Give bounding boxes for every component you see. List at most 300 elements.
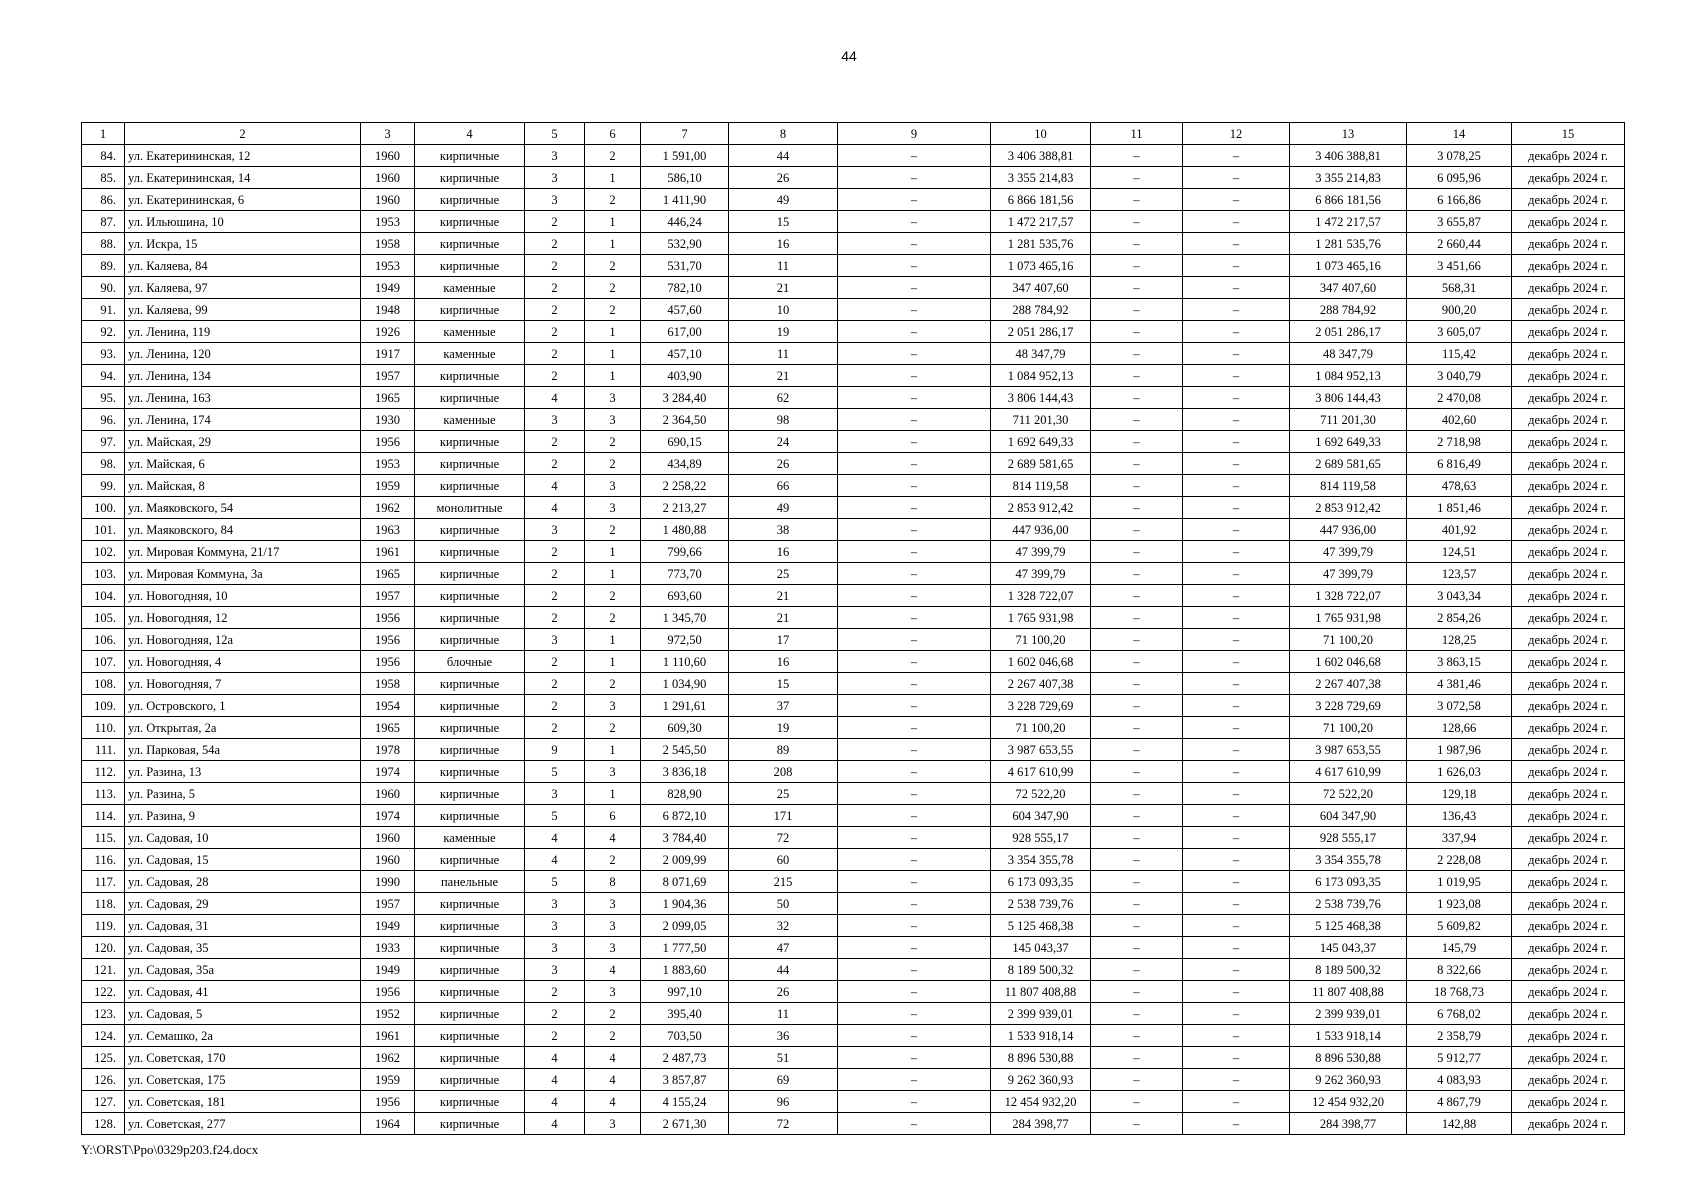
table-cell: 127. [82,1091,125,1113]
table-cell: 88. [82,233,125,255]
table-cell: 4 617 610,99 [991,761,1091,783]
table-cell: 21 [729,585,838,607]
table-cell: 3 228 729,69 [991,695,1091,717]
table-cell: 586,10 [641,167,729,189]
table-cell: кирпичные [415,541,525,563]
table-cell: ул. Садовая, 31 [125,915,361,937]
table-row [82,937,1625,959]
table-cell: – [838,1091,991,1113]
table-cell: 2 358,79 [1407,1025,1512,1047]
table-cell: – [1091,959,1183,981]
table-cell: кирпичные [415,739,525,761]
table-cell: 123,57 [1407,563,1512,585]
table-cell: – [1183,585,1290,607]
table-cell: каменные [415,827,525,849]
table-cell: 900,20 [1407,299,1512,321]
table-cell: 2 [525,343,585,365]
table-cell: – [1091,761,1183,783]
table-cell: 1960 [361,849,415,871]
table-cell: – [1091,739,1183,761]
table-cell: 1956 [361,651,415,673]
table-cell: кирпичные [415,1069,525,1091]
table-cell: – [1183,431,1290,453]
table-cell: – [1183,695,1290,717]
table-cell: 2 [525,607,585,629]
table-cell: – [838,343,991,365]
table-cell: декабрь 2024 г. [1512,585,1625,607]
table-cell: 1974 [361,805,415,827]
table-cell: кирпичные [415,849,525,871]
table-cell: – [1183,959,1290,981]
table-cell: 72 522,20 [991,783,1091,805]
table-cell: 2 051 286,17 [1290,321,1407,343]
table-row [82,585,1625,607]
table-cell: 2 [585,607,641,629]
table-cell: 972,50 [641,629,729,651]
table-cell: 2 [525,299,585,321]
table-cell: 2 660,44 [1407,233,1512,255]
table-cell: 1960 [361,167,415,189]
table-cell: 617,00 [641,321,729,343]
table-cell: – [838,277,991,299]
table-cell: 1 [585,651,641,673]
table-cell: 2 [525,673,585,695]
table-cell: – [1091,937,1183,959]
table-row [82,409,1625,431]
table-cell: – [838,761,991,783]
table-cell: декабрь 2024 г. [1512,475,1625,497]
table-cell: 24 [729,431,838,453]
table-cell: – [1183,211,1290,233]
table-cell: 2 [525,563,585,585]
table-cell: 4 [585,1091,641,1113]
table-cell: – [1091,211,1183,233]
table-cell: 103. [82,563,125,585]
table-cell: декабрь 2024 г. [1512,1113,1625,1135]
table-cell: 568,31 [1407,277,1512,299]
table-cell: – [838,255,991,277]
table-cell: 2 [585,453,641,475]
table-cell: 3 987 653,55 [991,739,1091,761]
table-cell: – [1091,343,1183,365]
table-cell: декабрь 2024 г. [1512,1047,1625,1069]
table-cell: 1959 [361,1069,415,1091]
table-cell: 97. [82,431,125,453]
table-cell: декабрь 2024 г. [1512,541,1625,563]
table-cell: 87. [82,211,125,233]
table-cell: декабрь 2024 г. [1512,937,1625,959]
table-cell: 1962 [361,497,415,519]
table-cell: 91. [82,299,125,321]
table-cell: 84. [82,145,125,167]
table-cell: 62 [729,387,838,409]
table-cell: 120. [82,937,125,959]
table-row [82,475,1625,497]
table-cell: 928 555,17 [991,827,1091,849]
table-cell: 1 281 535,76 [1290,233,1407,255]
table-cell: – [838,1069,991,1091]
column-header-13: 13 [1290,123,1407,145]
table-cell: 3 [585,937,641,959]
column-header-3: 3 [361,123,415,145]
table-cell: 171 [729,805,838,827]
table-cell: 126. [82,1069,125,1091]
table-cell: 1965 [361,387,415,409]
table-cell: 1956 [361,607,415,629]
table-cell: 3 [585,893,641,915]
table-cell: 2 213,27 [641,497,729,519]
table-row [82,893,1625,915]
table-cell: декабрь 2024 г. [1512,651,1625,673]
table-cell: 532,90 [641,233,729,255]
table-cell: 1 777,50 [641,937,729,959]
table-cell: кирпичные [415,1025,525,1047]
table-cell: 49 [729,497,838,519]
table-cell: кирпичные [415,717,525,739]
table-cell: 1 [585,321,641,343]
table-cell: 1949 [361,277,415,299]
table-cell: – [1183,541,1290,563]
table-cell: ул. Ленина, 119 [125,321,361,343]
table-cell: 2 267 407,38 [1290,673,1407,695]
housing-registry-table [81,122,1625,1135]
table-cell: 145 043,37 [991,937,1091,959]
table-cell: 693,60 [641,585,729,607]
table-cell: 4 [525,1091,585,1113]
table-cell: ул. Открытая, 2а [125,717,361,739]
table-cell: 3 655,87 [1407,211,1512,233]
table-cell: 3 [525,915,585,937]
table-cell: 402,60 [1407,409,1512,431]
table-cell: 773,70 [641,563,729,585]
table-cell: 15 [729,211,838,233]
table-cell: 284 398,77 [1290,1113,1407,1135]
table-cell: 1 291,61 [641,695,729,717]
table-cell: – [838,145,991,167]
table-cell: 4 [585,1047,641,1069]
table-row [82,1091,1625,1113]
table-cell: кирпичные [415,299,525,321]
table-cell: 3 [585,761,641,783]
table-cell: – [1091,277,1183,299]
table-cell: кирпичные [415,1003,525,1025]
table-cell: – [838,959,991,981]
table-cell: – [1091,519,1183,541]
table-cell: 2 [585,717,641,739]
table-cell: 8 189 500,32 [991,959,1091,981]
table-cell: 1 765 931,98 [991,607,1091,629]
table-cell: – [1183,849,1290,871]
table-cell: ул. Маяковского, 54 [125,497,361,519]
table-cell: 6 816,49 [1407,453,1512,475]
table-cell: 3 [525,145,585,167]
table-cell: 4 155,24 [641,1091,729,1113]
table-cell: 9 [525,739,585,761]
table-cell: – [1091,849,1183,871]
column-header-10: 10 [991,123,1091,145]
table-cell: 1957 [361,893,415,915]
table-cell: ул. Каляева, 99 [125,299,361,321]
table-cell: 1 851,46 [1407,497,1512,519]
table-cell: 2 [585,189,641,211]
table-cell: 122. [82,981,125,1003]
table-cell: 2 099,05 [641,915,729,937]
table-cell: 1917 [361,343,415,365]
table-cell: ул. Ильюшина, 10 [125,211,361,233]
table-row [82,211,1625,233]
table-row [82,827,1625,849]
table-cell: 90. [82,277,125,299]
table-cell: 447 936,00 [991,519,1091,541]
table-cell: 12 454 932,20 [991,1091,1091,1113]
table-cell: 107. [82,651,125,673]
table-row [82,805,1625,827]
table-cell: – [1183,805,1290,827]
table-cell: 1 [585,739,641,761]
table-cell: 8 896 530,88 [991,1047,1091,1069]
table-cell: ул. Мировая Коммуна, 21/17 [125,541,361,563]
table-cell: – [1091,453,1183,475]
table-row [82,673,1625,695]
table-cell: 2 [525,585,585,607]
table-cell: 2 [525,1025,585,1047]
table-row [82,915,1625,937]
column-header-9: 9 [838,123,991,145]
table-cell: декабрь 2024 г. [1512,607,1625,629]
table-cell: 109. [82,695,125,717]
table-cell: 828,90 [641,783,729,805]
table-cell: 12 454 932,20 [1290,1091,1407,1113]
table-cell: 1 328 722,07 [1290,585,1407,607]
table-cell: 1 [585,167,641,189]
table-cell: 3 [585,1113,641,1135]
table-cell: 1964 [361,1113,415,1135]
table-row [82,717,1625,739]
table-cell: – [1183,783,1290,805]
table-cell: ул. Ленина, 134 [125,365,361,387]
table-cell: – [1091,1025,1183,1047]
table-cell: ул. Екатерининская, 14 [125,167,361,189]
table-cell: 4 [525,1069,585,1091]
table-cell: 4 [525,387,585,409]
table-cell: 1926 [361,321,415,343]
table-cell: – [838,1025,991,1047]
table-cell: кирпичные [415,365,525,387]
table-cell: кирпичные [415,189,525,211]
table-cell: 2 [585,673,641,695]
table-cell: 111. [82,739,125,761]
table-cell: 2 689 581,65 [1290,453,1407,475]
table-cell: 1 110,60 [641,651,729,673]
table-cell: – [1183,629,1290,651]
table-cell: 2 [585,277,641,299]
table-cell: 690,15 [641,431,729,453]
table-cell: 3 784,40 [641,827,729,849]
table-cell: 1949 [361,915,415,937]
table-cell: 6 866 181,56 [991,189,1091,211]
table-cell: 3 043,34 [1407,585,1512,607]
table-cell: 1 [585,783,641,805]
table-cell: – [838,211,991,233]
table-cell: кирпичные [415,981,525,1003]
table-cell: 401,92 [1407,519,1512,541]
table-cell: кирпичные [415,673,525,695]
table-cell: кирпичные [415,695,525,717]
table-row [82,299,1625,321]
table-cell: 21 [729,365,838,387]
table-row [82,321,1625,343]
table-cell: 3 355 214,83 [1290,167,1407,189]
table-cell: 4 083,93 [1407,1069,1512,1091]
table-cell: 85. [82,167,125,189]
table-cell: 69 [729,1069,838,1091]
table-cell: – [1183,893,1290,915]
table-cell: – [838,871,991,893]
table-cell: кирпичные [415,453,525,475]
table-cell: 6 872,10 [641,805,729,827]
table-cell: 284 398,77 [991,1113,1091,1135]
table-cell: декабрь 2024 г. [1512,277,1625,299]
table-cell: 51 [729,1047,838,1069]
table-cell: кирпичные [415,783,525,805]
table-cell: 1958 [361,233,415,255]
table-cell: декабрь 2024 г. [1512,321,1625,343]
column-header-1: 1 [82,123,125,145]
table-cell: 2 538 739,76 [991,893,1091,915]
table-cell: 9 262 360,93 [991,1069,1091,1091]
table-cell: 129,18 [1407,783,1512,805]
table-cell: – [1091,563,1183,585]
table-cell: декабрь 2024 г. [1512,189,1625,211]
table-cell: – [1183,1113,1290,1135]
table-cell: 347 407,60 [1290,277,1407,299]
table-cell: 3 228 729,69 [1290,695,1407,717]
table-cell: 2 [525,431,585,453]
table-cell: 1 602 046,68 [1290,651,1407,673]
table-cell: каменные [415,409,525,431]
table-cell: 102. [82,541,125,563]
table-cell: 11 807 408,88 [1290,981,1407,1003]
table-cell: ул. Разина, 9 [125,805,361,827]
table-cell: 1957 [361,585,415,607]
table-cell: – [1183,255,1290,277]
table-cell: декабрь 2024 г. [1512,695,1625,717]
table-cell: – [1183,167,1290,189]
table-cell: 2 [525,695,585,717]
table-cell: 2 [585,849,641,871]
table-cell: – [1183,233,1290,255]
table-cell: 47 399,79 [1290,563,1407,585]
table-cell: 2 [525,321,585,343]
table-cell: 15 [729,673,838,695]
table-cell: 115. [82,827,125,849]
table-cell: 703,50 [641,1025,729,1047]
table-cell: 2 854,26 [1407,607,1512,629]
table-cell: 119. [82,915,125,937]
table-cell: 2 718,98 [1407,431,1512,453]
table-cell: – [1091,827,1183,849]
table-cell: – [838,475,991,497]
table-cell: – [1091,1113,1183,1135]
table-cell: 8 896 530,88 [1290,1047,1407,1069]
table-row [82,453,1625,475]
table-cell: ул. Садовая, 10 [125,827,361,849]
table-cell: 118. [82,893,125,915]
table-cell: декабрь 2024 г. [1512,453,1625,475]
table-cell: – [838,453,991,475]
table-cell: ул. Садовая, 15 [125,849,361,871]
table-cell: – [1183,1025,1290,1047]
table-cell: 288 784,92 [1290,299,1407,321]
table-cell: 1 626,03 [1407,761,1512,783]
table-cell: 2 538 739,76 [1290,893,1407,915]
table-cell: 711 201,30 [991,409,1091,431]
table-cell: 1963 [361,519,415,541]
table-cell: 1949 [361,959,415,981]
column-header-7: 7 [641,123,729,145]
table-cell: 6 [585,805,641,827]
table-cell: декабрь 2024 г. [1512,827,1625,849]
table-cell: 1960 [361,145,415,167]
table-cell: 215 [729,871,838,893]
table-cell: – [838,585,991,607]
table-cell: – [1091,1069,1183,1091]
table-cell: ул. Новогодняя, 4 [125,651,361,673]
column-header-4: 4 [415,123,525,145]
table-cell: 2 [585,255,641,277]
table-cell: 2 671,30 [641,1113,729,1135]
table-cell: 5 125 468,38 [991,915,1091,937]
table-cell: – [1183,827,1290,849]
table-cell: 3 [585,475,641,497]
table-cell: – [1091,299,1183,321]
table-cell: кирпичные [415,629,525,651]
table-cell: 6 166,86 [1407,189,1512,211]
table-cell: 3 [525,629,585,651]
table-cell: 4 867,79 [1407,1091,1512,1113]
column-header-14: 14 [1407,123,1512,145]
table-cell: – [838,1003,991,1025]
table-cell: 4 [525,827,585,849]
table-cell: ул. Садовая, 41 [125,981,361,1003]
table-body [82,145,1625,1135]
table-cell: 3 [585,497,641,519]
table-cell: 1960 [361,827,415,849]
table-cell: 66 [729,475,838,497]
table-cell: 1 281 535,76 [991,233,1091,255]
table-cell: 3 806 144,43 [991,387,1091,409]
table-cell: 2 689 581,65 [991,453,1091,475]
table-cell: 3 987 653,55 [1290,739,1407,761]
table-cell: – [1183,409,1290,431]
table-row [82,431,1625,453]
table-cell: декабрь 2024 г. [1512,915,1625,937]
table-cell: 113. [82,783,125,805]
table-cell: 814 119,58 [991,475,1091,497]
table-cell: 1 073 465,16 [991,255,1091,277]
table-cell: – [1091,145,1183,167]
table-cell: 112. [82,761,125,783]
column-header-5: 5 [525,123,585,145]
table-cell: 48 347,79 [991,343,1091,365]
table-cell: 3 072,58 [1407,695,1512,717]
table-cell: 108. [82,673,125,695]
table-cell: – [1183,651,1290,673]
table-cell: – [1183,739,1290,761]
table-cell: 2 [525,277,585,299]
table-cell: декабрь 2024 г. [1512,981,1625,1003]
table-cell: 3 857,87 [641,1069,729,1091]
